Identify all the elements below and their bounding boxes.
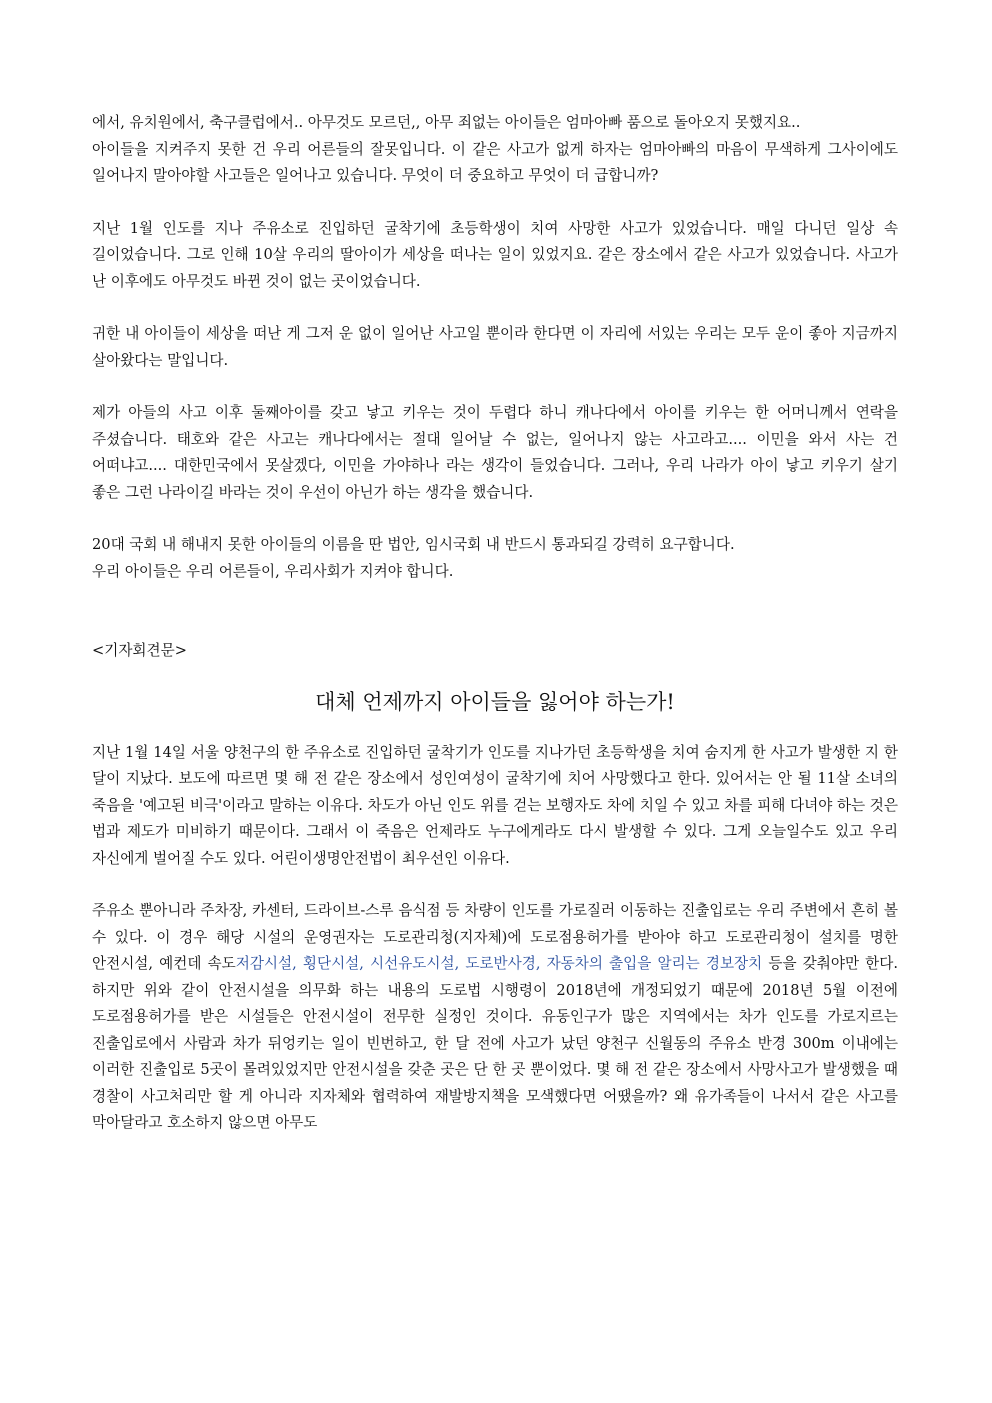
paragraph-8-text-1: 주유소 뿐아니라 주차장, 카센터, 드라이브-스루 음식점 등 차량이 인도를 가로질러 이동하는 진출입로는 우리 주변에서 흔히 볼 수 있다. 이 경우 해당 시설의 운영권자는 도로관리청(지자체)에 도로점용허가를 받아야 하고 도로관리청이 설치를 명한 안전시설, 예컨데 속도 — [92, 902, 898, 972]
paragraph-6b: 우리 아이들은 우리 어른들이, 우리사회가 지켜야 합니다. — [92, 562, 454, 580]
paragraph-gap — [92, 190, 898, 216]
section-gap — [92, 585, 898, 638]
paragraph-6a: 20대 국회 내 해내지 못한 아이들의 이름을 딴 법안, 임시국회 내 반드시 통과되길 강력히 요구합니다. — [92, 536, 735, 553]
paragraph-1: 에서, 유치원에서, 축구클럽에서.. 아무것도 모르던,, 아무 죄없는 아이들은 엄마아빠 품으로 돌아오지 못했지요.. — [92, 114, 801, 131]
paragraph-3: 지난 1월 인도를 지나 주유소로 진입하던 굴착기에 초등학생이 치여 사망한 사고가 있었습니다. 매일 다니던 일상 속 길이었습니다. 그로 인해 10살 우리의 딸아이가 세상을 떠나는 일이 있었지요. 같은 장소에서 같은 사고가 있었습니다. 사고가 난 이후에도 아무것도 바뀐 것이 없는 곳이었습니다. — [92, 219, 899, 290]
press-release-headline: 대체 언제까지 아이들을 잃어야 하는가! — [315, 689, 675, 714]
paragraph-gap — [92, 295, 898, 321]
paragraph-8 — [92, 898, 898, 1137]
document-page — [92, 110, 898, 1137]
paragraph-gap — [92, 506, 898, 532]
paragraph-4: 귀한 내 아이들이 세상을 떠난 게 그저 운 없이 일어난 사고일 뿐이라 한다면 이 자리에 서있는 우리는 모두 운이 좋아 지금까지 살아왔다는 말입니다. — [92, 325, 898, 369]
paragraph-8-text-2: 등을 갖춰야만 한다. 하지만 위와 같이 안전시설을 의무화 하는 내용의 도로법 시행령이 2018년에 개정되었기 때문에 2018년 5월 이전에 도로점용허가를 받은 시설들은 안전시설이 전무한 실정인 것이다. 유동인구가 많은 지역에서는 차가 인도를 가로지르는 진출입로에서 사람과 차가 뒤엉키는 일이 빈번하고, 한 달 전에 사고가 났던 양천구 신월동의 주유소 반경 300m 이내에는 이러한 진출입로 5곳이 몰려있었지만 안전시설을 갖춘 곳은 단 한 곳 뿐이었다. 몇 해 전 같은 장소에서 사망사고가 발생했을 때 경찰이 사고처리만 할 게 아니라 지자체와 협력하여 재발방지책을 모색했다면 어땠을까? 왜 유가족들이 나서서 같은 사고를 막아달라고 호소하지 않으면 아무도 — [92, 955, 898, 1131]
paragraph-2: 아이들을 지켜주지 못한 건 우리 어른들의 잘못입니다. 이 같은 사고가 없게 하자는 엄마아빠의 마음이 무색하게 그사이에도 일어나지 말아야할 사고들은 일어나고 있습니다. 무엇이 더 중요하고 무엇이 더 급합니까? — [92, 140, 898, 184]
paragraph-gap — [92, 872, 898, 898]
paragraph-7: 지난 1월 14일 서울 양천구의 한 주유소로 진입하던 굴착기가 인도를 지나가던 초등학생을 치여 숨지게 한 사고가 발생한 지 한 달이 지났다. 보도에 따르면 몇 해 전 같은 장소에서 성인여성이 굴착기에 치어 사망했다고 한다. 있어서는 안 될 11살 소녀의 죽음을 '예고된 비극'이라고 말하는 이유다. 차도가 아닌 인도 위를 걷는 보행자도 차에 치일 수 있고 차를 피해 다녀야 하는 것은 법과 제도가 미비하기 때문이다. 그래서 이 죽음은 언제라도 누구에게라도 다시 발생할 수 있다. 그게 오늘일수도 있고 우리 자신에게 벌어질 수도 있다. 어린이생명안전법이 최우선인 이유다. — [92, 743, 898, 867]
paragraph-8-highlight: 저감시설, 횡단시설, 시선유도시설, 도로반사경, 자동차의 출입을 알리는 경보장치 — [235, 955, 763, 972]
paragraph-gap — [92, 374, 898, 400]
section-label: <기자회견문> — [92, 642, 187, 659]
paragraph-5: 제가 아들의 사고 이후 둘째아이를 갖고 낳고 키우는 것이 두렵다 하니 캐나다에서 아이를 키우는 한 어머니께서 연락을 주셨습니다. 태호와 같은 사고는 캐나다에서는 절대 일어날 수 없는, 일어나지 않는 사고라고.... 이민을 와서 사는 건 어떠냐고.... 대한민국에서 못살겠다, 이민을 가야하나 라는 생각이 들었습니다. 그러나, 우리 나라가 아이 낳고 키우기 살기 좋은 그런 나라이길 바라는 것이 우선이 아닌가 하는 생각을 했습니다. — [92, 404, 898, 501]
